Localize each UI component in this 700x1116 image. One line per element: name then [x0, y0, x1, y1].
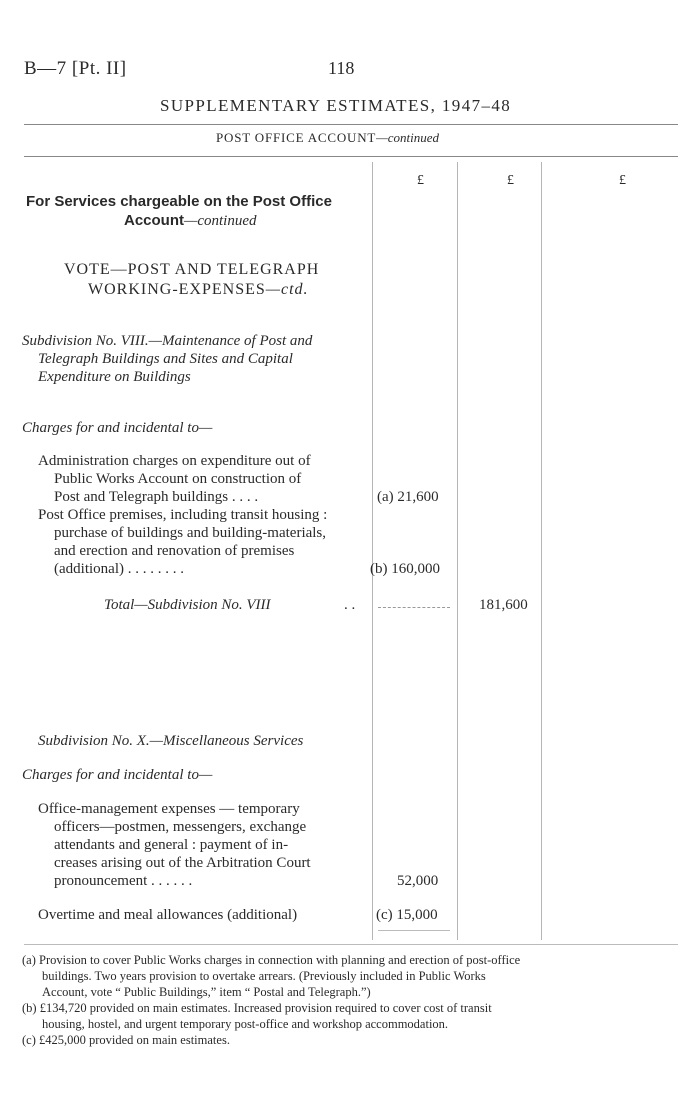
footnote-b-line2: housing, hostel, and urgent temporary post-office and workshop accommodation.	[42, 1017, 449, 1031]
item-admin-line1: Administration charges on expenditure out of	[38, 453, 311, 469]
item-admin-line2: Public Works Account on construction of	[54, 471, 302, 487]
pound-header-2: £	[507, 173, 514, 188]
item-overtime-line1: Overtime and meal allowances (additional)	[38, 907, 298, 923]
footnote-a-line3: Account, vote “ Public Buildings,” item “ Postal and Telegraph.”)	[42, 985, 371, 999]
page-title: SUPPLEMENTARY ESTIMATES, 1947–48	[160, 96, 512, 115]
total-subdivision-8-label: Total—Subdivision No. VIII	[104, 597, 271, 613]
item-premises-line3: and erection and renovation of premises	[54, 543, 295, 559]
total-rule	[378, 607, 450, 608]
section-heading-line2: Account—continued	[124, 212, 257, 229]
item-premises-amount: (b) 160,000	[370, 561, 440, 577]
closing-rule	[378, 930, 450, 931]
item-office-line4: creases arising out of the Arbitration Court	[54, 855, 311, 871]
subdivision-10-title: Subdivision No. X.—Miscellaneous Services	[38, 733, 304, 749]
footnote-rule	[24, 944, 678, 945]
item-admin-line3: Post and Telegraph buildings . . . .	[54, 489, 259, 505]
item-office-line3: attendants and general : payment of in-	[54, 837, 289, 853]
charges-heading-10: Charges for and incidental to—	[22, 767, 213, 783]
item-admin-amount: (a) 21,600	[377, 489, 439, 505]
column-divider-3	[541, 162, 542, 940]
page-subtitle: POST OFFICE ACCOUNT—continued	[216, 130, 439, 145]
total-subdivision-8-dots: . .	[344, 597, 356, 613]
vote-heading-line1: VOTE—POST AND TELEGRAPH	[64, 261, 320, 278]
page-number: 118	[328, 58, 355, 78]
subdivision-8-title-line3: Expenditure on Buildings	[38, 369, 191, 385]
item-premises-line1: Post Office premises, including transit housing :	[38, 507, 328, 523]
header-rule	[24, 124, 678, 125]
footnote-c-line1: (c) £425,000 provided on main estimates.	[22, 1033, 230, 1047]
total-subdivision-8-amount: 181,600	[479, 597, 528, 613]
item-office-amount: 52,000	[397, 873, 439, 889]
item-premises-line4: (additional) . . . . . . . .	[54, 561, 184, 577]
item-office-line1: Office-management expenses — temporary	[38, 801, 300, 817]
charges-heading-8: Charges for and incidental to—	[22, 420, 213, 436]
vote-heading-line2: WORKING-EXPENSES—ctd.	[88, 281, 309, 298]
subdivision-8-title-line2: Telegraph Buildings and Sites and Capital	[38, 351, 293, 367]
footnote-a-line1: (a) Provision to cover Public Works charges in connection with planning and erection of post-office	[22, 953, 521, 967]
item-premises-line2: purchase of buildings and building-materials,	[54, 525, 327, 541]
item-office-line5: pronouncement . . . . . .	[54, 873, 193, 889]
column-divider-2	[457, 162, 458, 940]
item-overtime-amount: (c) 15,000	[376, 907, 438, 923]
pound-header-3: £	[619, 173, 626, 188]
footnote-b-line1: (b) £134,720 provided on main estimates. Increased provision required to cover cost of transit	[22, 1001, 492, 1015]
subtitle-rule	[24, 156, 678, 157]
item-office-line2: officers—postmen, messengers, exchange	[54, 819, 307, 835]
pound-header-1: £	[417, 173, 424, 188]
section-heading-line1: For Services chargeable on the Post Office	[26, 193, 332, 210]
document-reference: B—7 [Pt. II]	[24, 58, 127, 79]
column-divider-1	[372, 162, 373, 940]
footnote-a-line2: buildings. Two years provision to overtake arrears. (Previously included in Public Works	[42, 969, 486, 983]
subdivision-8-title-line1: Subdivision No. VIII.—Maintenance of Post and	[22, 333, 313, 349]
